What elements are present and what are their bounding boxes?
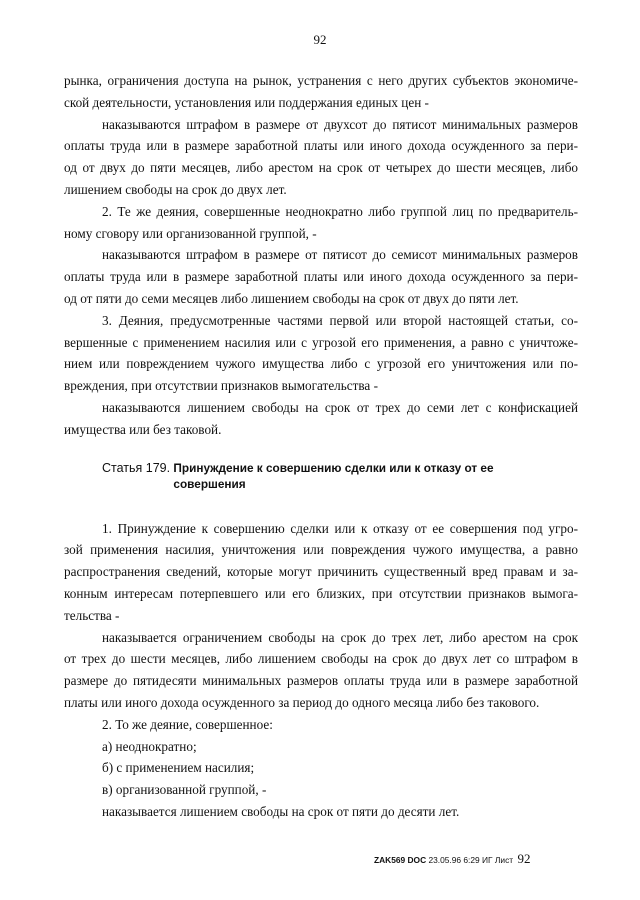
text-line: наказываются лишением свободы на срок от трех до семи лет с конфискацией — [102, 399, 578, 415]
text-line: наказываются штрафом в размере от двухсот до пятисот минимальных размеров — [102, 116, 578, 132]
text-line: б) с применением насилия; — [102, 760, 255, 776]
article-number: Статья 179. — [102, 460, 171, 475]
text-line: платы или иного дохода осужденного за период до одного месяца либо без такового. — [64, 694, 540, 710]
article-heading — [64, 460, 578, 492]
footer-datetime: 23.05.96 6:29 — [428, 855, 480, 865]
text-line: наказываются штрафом в размере от пятисот до семисот минимальных размеров — [102, 247, 578, 263]
text-line: од от двух до пяти месяцев, либо арестом на срок от четырех до шести месяцев, либо — [64, 160, 578, 176]
text-line: в) организованной группой, - — [102, 782, 267, 798]
text-line: оплаты труда или в размере заработной платы или иного дохода осужденного за пери- — [64, 269, 578, 285]
text-line: 2. Те же деяния, совершенные неоднократно либо группой лиц по предваритель- — [102, 203, 578, 219]
text-line: вреждения, при отсутствии признаков вымогательства - — [64, 378, 378, 394]
text-line: 3. Деяния, предусмотренные частями первой или второй настоящей статьи, со- — [102, 312, 578, 328]
footer-sheet-label: Лист — [494, 855, 514, 865]
text-line: распространения сведений, которые могут причинить существенный вред правам и за- — [64, 564, 578, 580]
page-number-top: 92 — [313, 32, 327, 47]
text-line: ской деятельности, установления или поддержания единых цен - — [64, 94, 429, 110]
text-line: тельства - — [64, 607, 120, 623]
text-line: от трех до шести месяцев, либо лишением свободы на срок до двух лет со штрафом в — [64, 651, 578, 667]
footer-initials: ИГ — [482, 855, 493, 865]
text-line: наказывается ограничением свободы на срок до трех лет, либо арестом на срок — [102, 629, 578, 645]
page-footer — [374, 851, 530, 867]
text-line: 2. То же деяние, совершенное: — [102, 716, 273, 732]
article-title: Принуждение к совершению сделки или к отказу от ее совершения — [173, 460, 494, 491]
text-line: конным интересам потерпевшего или его близких, при отсутствии признаков вымога- — [64, 585, 578, 601]
text-line: размере до пятидесяти минимальных размеров оплаты труда или в размере заработной — [64, 673, 578, 689]
text-line: нием или повреждением чужого имущества либо с угрозой его уничтожения или по- — [64, 356, 578, 372]
text-line: имущества или без таковой. — [64, 421, 222, 437]
text-line: вершенные с применением насилия или с угрозой его применения, а равно с уничтоже- — [64, 334, 578, 350]
text-line: зой применения насилия, уничтожения или повреждения чужого имущества, а равно — [64, 542, 578, 558]
text-line: од от пяти до семи месяцев либо лишением свободы на срок от двух до пяти лет. — [64, 290, 519, 306]
text-line: 1. Принуждение к совершению сделки или к отказу от ее совершения под угро- — [102, 520, 578, 536]
text-line: лишением свободы на срок до двух лет. — [64, 181, 287, 197]
text-line: ному сговору или организованной группой, - — [64, 225, 317, 241]
document-body — [64, 70, 578, 823]
spacer — [64, 500, 578, 518]
footer-doc-name: ZAK569 DOC — [374, 855, 427, 865]
text-line: оплаты труда или в размере заработной платы или иного дохода осужденного за пери- — [64, 138, 578, 154]
footer-sheet-number: 92 — [517, 851, 531, 866]
text-line: а) неоднократно; — [102, 738, 197, 754]
text-line: рынка, ограничения доступа на рынок, устранения с него других субъектов экономиче- — [64, 73, 578, 88]
text-line: наказывается лишением свободы на срок от пяти до десяти лет. — [102, 803, 460, 819]
